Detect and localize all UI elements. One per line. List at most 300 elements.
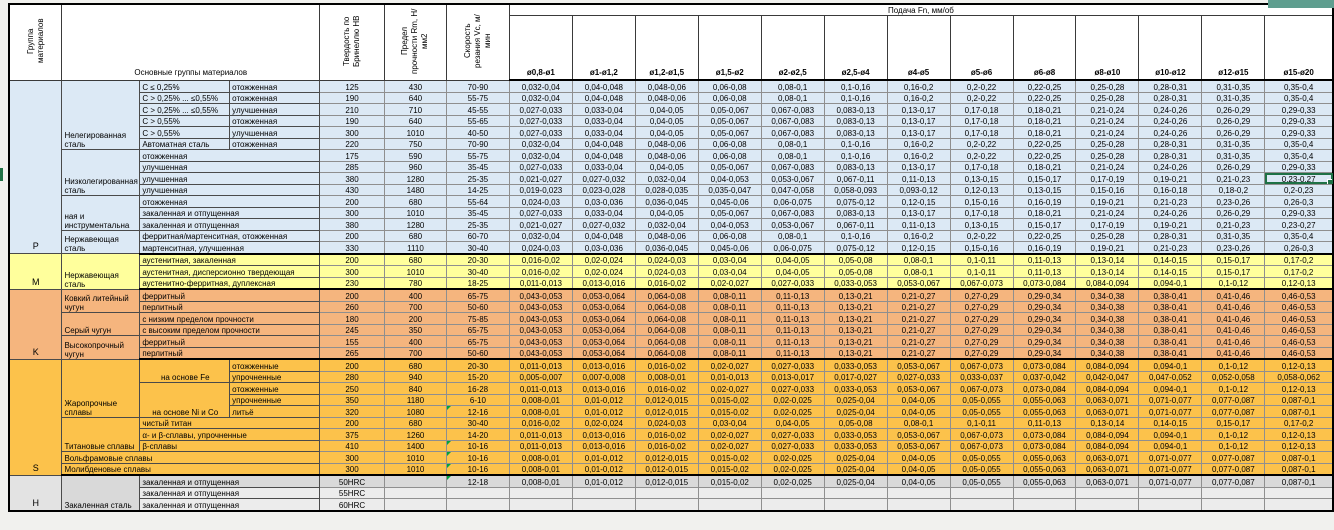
rm-cell[interactable]: 680 [384,230,446,242]
hb-cell[interactable]: 200 [320,289,385,301]
feed-cell[interactable]: 0,17-0,2 [1265,417,1333,429]
material-cell[interactable]: закаленная и отпущенная [140,499,320,511]
hb-cell[interactable]: 410 [320,440,385,452]
material-cell[interactable]: Вольфрамовые сплавы [62,452,320,464]
feed-cell[interactable]: 0,064-0,08 [635,336,698,348]
feed-cell[interactable]: 0,06-0,075 [761,242,824,254]
feed-cell[interactable] [950,487,1013,499]
vc-cell[interactable]: 55-75 [446,92,509,104]
feed-cell[interactable]: 0,094-0,1 [1139,383,1202,395]
hb-cell[interactable]: 125 [320,80,385,92]
rm-cell[interactable]: 680 [384,196,446,208]
feed-cell[interactable]: 0,03-0,036 [572,242,635,254]
feed-cell[interactable]: 0,055-0,063 [1013,452,1076,464]
feed-cell[interactable]: 0,21-0,24 [1076,104,1139,116]
feed-cell[interactable]: 0,31-0,35 [1202,138,1265,150]
rm-cell[interactable]: 1010 [384,463,446,475]
feed-cell[interactable] [1139,487,1202,499]
feed-cell[interactable]: 0,008-0,01 [509,394,572,406]
feed-cell[interactable]: 0,05-0,055 [950,463,1013,475]
feed-cell[interactable]: 0,053-0,067 [761,219,824,231]
vc-cell[interactable]: 20-30 [446,359,509,371]
feed-cell[interactable]: 0,027-0,033 [761,359,824,371]
vc-cell[interactable]: 10-16 [446,463,509,475]
vc-cell[interactable]: 35-45 [446,207,509,219]
feed-cell[interactable]: 0,094-0,1 [1139,277,1202,289]
group-label-cell[interactable]: H [9,475,62,511]
material-cell[interactable]: ферритный [140,336,320,348]
feed-cell[interactable]: 0,08-0,1 [761,80,824,92]
hb-cell[interactable]: 300 [320,127,385,139]
feed-cell[interactable] [1265,499,1333,511]
feed-cell[interactable]: 0,04-0,05 [635,127,698,139]
feed-cell[interactable]: 0,063-0,071 [1076,394,1139,406]
feed-cell[interactable]: 0,46-0,53 [1265,289,1333,301]
feed-cell[interactable]: 0,053-0,067 [887,383,950,395]
feed-cell[interactable]: 0,027-0,033 [887,371,950,383]
feed-cell[interactable]: 0,011-0,013 [509,440,572,452]
feed-cell[interactable] [572,499,635,511]
feed-cell[interactable] [950,499,1013,511]
feed-cell[interactable]: 0,053-0,064 [572,347,635,359]
vc-cell[interactable]: 16-28 [446,383,509,395]
feed-cell[interactable]: 0,053-0,067 [761,173,824,185]
feed-cell[interactable]: 0,02-0,025 [761,394,824,406]
rm-cell[interactable]: 1280 [384,219,446,231]
hb-cell[interactable]: 285 [320,161,385,173]
material-cell[interactable]: аустенитная, дисперсионно твердеющая [140,266,320,278]
feed-cell[interactable]: 0,005-0,007 [509,371,572,383]
feed-cell[interactable]: 0,04-0,048 [572,150,635,162]
feed-cell[interactable]: 0,015-0,02 [698,452,761,464]
hb-cell[interactable]: 230 [320,277,385,289]
feed-cell[interactable]: 0,02-0,027 [698,429,761,441]
feed-cell[interactable]: 0,02-0,025 [761,475,824,487]
material-cell[interactable]: отожженная [230,138,320,150]
feed-cell[interactable] [887,487,950,499]
feed-cell[interactable]: 0,38-0,41 [1139,336,1202,348]
feed-cell[interactable]: 0,13-0,14 [1076,417,1139,429]
feed-cell[interactable]: 0,055-0,063 [1013,406,1076,418]
feed-cell[interactable]: 0,08-0,1 [887,266,950,278]
rm-cell[interactable]: 1010 [384,127,446,139]
feed-cell[interactable]: 0,087-0,1 [1265,463,1333,475]
feed-cell[interactable]: 0,13-0,21 [824,347,887,359]
feed-cell[interactable]: 0,11-0,13 [887,173,950,185]
hb-cell[interactable]: 175 [320,150,385,162]
feed-cell[interactable]: 0,2-0,23 [1265,184,1333,196]
vc-cell[interactable]: 55-65 [446,115,509,127]
feed-cell[interactable]: 0,34-0,38 [1076,347,1139,359]
feed-cell[interactable]: 0,033-0,053 [824,277,887,289]
feed-cell[interactable]: 0,027-0,032 [572,173,635,185]
material-cell[interactable]: на основе Ni и Co [140,383,230,418]
feed-cell[interactable]: 0,027-0,033 [509,207,572,219]
feed-cell[interactable]: 0,15-0,16 [1076,184,1139,196]
feed-cell[interactable]: 0,04-0,05 [635,161,698,173]
hb-cell[interactable]: 265 [320,347,385,359]
feed-cell[interactable]: 0,073-0,084 [1013,383,1076,395]
rm-cell[interactable]: 680 [384,417,446,429]
rm-cell[interactable]: 400 [384,336,446,348]
feed-cell[interactable]: 0,35-0,4 [1265,230,1333,242]
feed-cell[interactable]: 0,084-0,094 [1076,429,1139,441]
feed-cell[interactable]: 0,071-0,077 [1139,406,1202,418]
feed-cell[interactable]: 0,29-0,33 [1265,115,1333,127]
feed-cell[interactable]: 0,24-0,26 [1139,207,1202,219]
feed-cell[interactable]: 0,077-0,087 [1202,406,1265,418]
feed-cell[interactable]: 0,094-0,1 [1139,429,1202,441]
feed-cell[interactable]: 0,033-0,053 [824,440,887,452]
material-cell[interactable]: улучшенная [140,184,320,196]
feed-cell[interactable]: 0,013-0,016 [572,383,635,395]
feed-cell[interactable]: 0,12-0,13 [950,184,1013,196]
feed-cell[interactable]: 0,094-0,1 [1139,440,1202,452]
feed-cell[interactable]: 0,15-0,17 [1202,417,1265,429]
feed-cell[interactable]: 0,083-0,13 [824,127,887,139]
feed-cell[interactable]: 0,055-0,063 [1013,475,1076,487]
feed-cell[interactable]: 0,15-0,17 [1013,173,1076,185]
feed-cell[interactable]: 0,13-0,15 [1013,184,1076,196]
feed-cell[interactable]: 0,29-0,34 [1013,289,1076,301]
feed-col-header[interactable]: ø12-ø15 [1202,16,1265,81]
feed-cell[interactable]: 0,048-0,06 [635,230,698,242]
feed-cell[interactable]: 0,12-0,13 [1265,440,1333,452]
feed-cell[interactable]: 0,016-0,02 [509,254,572,266]
feed-cell[interactable]: 0,17-0,19 [1076,219,1139,231]
feed-col-header[interactable]: ø0,8-ø1 [509,16,572,81]
feed-cell[interactable]: 0,05-0,055 [950,475,1013,487]
feed-cell[interactable]: 0,08-0,11 [698,313,761,325]
material-cell[interactable]: перлитный [140,347,320,359]
feed-cell[interactable]: 0,11-0,13 [761,347,824,359]
vc-cell[interactable]: 30-40 [446,417,509,429]
material-cell[interactable]: аустенитная, закаленная [140,254,320,266]
material-cell[interactable]: Закаленная сталь [62,475,140,511]
material-cell[interactable]: C > 0,55% [140,115,230,127]
feed-cell[interactable]: 0,032-0,04 [509,138,572,150]
feed-cell[interactable]: 0,05-0,055 [950,406,1013,418]
feed-cell[interactable]: 0,41-0,46 [1202,324,1265,336]
feed-cell[interactable]: 0,38-0,41 [1139,301,1202,313]
feed-cell[interactable]: 0,077-0,087 [1202,452,1265,464]
feed-cell[interactable]: 0,21-0,23 [1139,242,1202,254]
feed-cell[interactable]: 0,02-0,024 [572,266,635,278]
feed-cell[interactable]: 0,13-0,21 [824,336,887,348]
feed-cell[interactable]: 0,067-0,083 [761,207,824,219]
header-material-group[interactable] [9,4,62,80]
feed-cell[interactable]: 0,12-0,13 [1265,429,1333,441]
feed-cell[interactable]: 0,2-0,22 [950,80,1013,92]
feed-cell[interactable]: 0,08-0,11 [698,336,761,348]
feed-cell[interactable]: 0,13-0,14 [1076,266,1139,278]
feed-cell[interactable]: 0,27-0,29 [950,324,1013,336]
feed-cell[interactable]: 0,053-0,064 [572,289,635,301]
feed-cell[interactable]: 0,043-0,053 [509,336,572,348]
feed-cell[interactable]: 0,06-0,08 [698,80,761,92]
feed-cell[interactable]: 0,11-0,13 [1013,254,1076,266]
fill-handle[interactable] [1327,179,1333,185]
feed-cell[interactable]: 0,19-0,21 [1076,196,1139,208]
feed-cell[interactable]: 0,02-0,025 [761,463,824,475]
feed-cell[interactable]: 0,21-0,24 [1076,127,1139,139]
feed-cell[interactable]: 0,053-0,064 [572,336,635,348]
material-cell[interactable]: на основе Fe [140,359,230,383]
material-cell[interactable]: улучшенная [230,104,320,116]
feed-cell[interactable]: 0,011-0,013 [509,429,572,441]
feed-cell[interactable]: 0,063-0,071 [1076,463,1139,475]
feed-cell[interactable]: 0,1-0,16 [824,150,887,162]
feed-cell[interactable]: 0,14-0,15 [1139,266,1202,278]
material-cell[interactable]: ферритная/мартенситная, отожженная [140,230,320,242]
selected-cell[interactable]: 0,23-0,27 [1265,173,1333,185]
header-strength[interactable] [384,4,446,80]
feed-cell[interactable]: 0,008-0,01 [635,371,698,383]
rm-cell[interactable]: 350 [384,324,446,336]
feed-cell[interactable]: 0,16-0,2 [887,230,950,242]
feed-cell[interactable]: 0,077-0,087 [1202,463,1265,475]
feed-cell[interactable]: 0,23-0,26 [1202,242,1265,254]
feed-cell[interactable]: 0,053-0,064 [572,301,635,313]
material-cell[interactable]: упрочненные [230,371,320,383]
feed-cell[interactable]: 0,08-0,1 [887,417,950,429]
feed-cell[interactable]: 0,008-0,01 [509,452,572,464]
feed-cell[interactable]: 0,12-0,13 [1265,277,1333,289]
material-cell[interactable]: отожженная [230,115,320,127]
feed-col-header[interactable]: ø8-ø10 [1076,16,1139,81]
feed-cell[interactable]: 0,023-0,028 [572,184,635,196]
feed-cell[interactable]: 0,02-0,025 [761,452,824,464]
feed-cell[interactable]: 0,16-0,18 [1139,184,1202,196]
feed-cell[interactable]: 0,013-0,016 [572,429,635,441]
feed-cell[interactable]: 0,055-0,063 [1013,394,1076,406]
feed-cell[interactable]: 0,05-0,067 [698,127,761,139]
feed-cell[interactable]: 0,21-0,27 [887,301,950,313]
material-cell[interactable]: улучшенная [140,161,320,173]
feed-cell[interactable] [1202,499,1265,511]
feed-cell[interactable]: 0,26-0,29 [1202,127,1265,139]
feed-cell[interactable]: 0,04-0,05 [887,463,950,475]
feed-cell[interactable]: 0,033-0,04 [572,161,635,173]
header-feed-title[interactable]: Подача Fn, мм/об [509,4,1333,16]
vc-cell[interactable]: 10-16 [446,440,509,452]
feed-cell[interactable]: 0,033-0,037 [950,371,1013,383]
rm-cell[interactable]: 640 [384,92,446,104]
feed-cell[interactable]: 0,08-0,11 [698,301,761,313]
feed-cell[interactable]: 0,08-0,1 [761,138,824,150]
feed-cell[interactable]: 0,16-0,2 [887,138,950,150]
header-main-groups[interactable]: Основные группы материалов [62,4,320,80]
feed-cell[interactable]: 0,01-0,012 [572,394,635,406]
feed-cell[interactable]: 0,05-0,055 [950,394,1013,406]
feed-cell[interactable]: 0,18-0,21 [1013,104,1076,116]
rm-cell[interactable]: 750 [384,138,446,150]
material-cell[interactable]: закаленная и отпущенная [140,219,320,231]
hb-cell[interactable]: 220 [320,138,385,150]
feed-cell[interactable]: 0,16-0,19 [1013,242,1076,254]
feed-cell[interactable]: 0,08-0,11 [698,324,761,336]
vc-cell[interactable]: 65-75 [446,324,509,336]
hb-cell[interactable]: 280 [320,371,385,383]
feed-cell[interactable]: 0,073-0,084 [1013,277,1076,289]
vc-cell[interactable]: 55-64 [446,196,509,208]
header-hardness[interactable] [320,4,385,80]
material-cell[interactable]: улучшенная [140,173,320,185]
material-cell[interactable]: Жаропрочные сплавы [62,359,140,417]
feed-cell[interactable]: 0,1-0,11 [950,254,1013,266]
feed-cell[interactable]: 0,016-0,02 [635,277,698,289]
feed-cell[interactable]: 0,18-0,21 [1013,161,1076,173]
material-cell[interactable]: отожженная [230,80,320,92]
rm-cell[interactable] [384,499,446,511]
feed-cell[interactable]: 0,31-0,35 [1202,92,1265,104]
feed-cell[interactable]: 0,08-0,1 [761,150,824,162]
rm-cell[interactable]: 1110 [384,242,446,254]
feed-cell[interactable]: 0,15-0,16 [950,242,1013,254]
feed-cell[interactable]: 0,18-0,21 [1013,127,1076,139]
feed-cell[interactable]: 0,021-0,027 [509,173,572,185]
hb-cell[interactable]: 300 [320,207,385,219]
hb-cell[interactable]: 430 [320,184,385,196]
feed-cell[interactable]: 0,063-0,071 [1076,406,1139,418]
feed-cell[interactable]: 0,071-0,077 [1139,463,1202,475]
feed-cell[interactable]: 0,021-0,027 [509,219,572,231]
feed-cell[interactable]: 0,15-0,16 [950,196,1013,208]
feed-cell[interactable]: 0,04-0,048 [572,230,635,242]
rm-cell[interactable]: 840 [384,383,446,395]
material-cell[interactable]: чистый титан [140,417,320,429]
feed-cell[interactable]: 0,04-0,05 [761,417,824,429]
feed-cell[interactable]: 0,073-0,084 [1013,440,1076,452]
feed-cell[interactable]: 0,015-0,02 [698,394,761,406]
vc-cell[interactable] [446,499,509,511]
feed-cell[interactable]: 0,1-0,16 [824,230,887,242]
rm-cell[interactable]: 1180 [384,394,446,406]
feed-cell[interactable]: 0,11-0,13 [761,301,824,313]
feed-cell[interactable]: 0,46-0,53 [1265,313,1333,325]
material-cell[interactable]: закаленная и отпущенная [140,487,320,499]
feed-cell[interactable]: 0,03-0,036 [572,196,635,208]
feed-cell[interactable]: 0,08-0,11 [698,347,761,359]
feed-cell[interactable]: 0,11-0,13 [887,219,950,231]
feed-cell[interactable]: 0,04-0,05 [887,475,950,487]
feed-cell[interactable]: 0,05-0,08 [824,254,887,266]
feed-cell[interactable]: 0,024-0,03 [509,196,572,208]
feed-cell[interactable]: 0,28-0,31 [1139,230,1202,242]
feed-cell[interactable]: 0,025-0,04 [824,475,887,487]
feed-cell[interactable]: 0,02-0,027 [698,383,761,395]
feed-cell[interactable]: 0,063-0,071 [1076,452,1139,464]
feed-cell[interactable]: 0,016-0,02 [635,429,698,441]
hb-cell[interactable]: 200 [320,417,385,429]
feed-cell[interactable]: 0,04-0,05 [887,406,950,418]
feed-cell[interactable]: 0,13-0,14 [1076,254,1139,266]
feed-cell[interactable]: 0,35-0,4 [1265,150,1333,162]
feed-cell[interactable]: 0,17-0,2 [1265,254,1333,266]
feed-cell[interactable]: 0,036-0,045 [635,242,698,254]
feed-cell[interactable]: 0,17-0,18 [950,104,1013,116]
vc-cell[interactable]: 75-85 [446,313,509,325]
hb-cell[interactable]: 260 [320,301,385,313]
feed-cell[interactable]: 0,1-0,12 [1202,277,1265,289]
feed-cell[interactable]: 0,25-0,28 [1076,80,1139,92]
feed-cell[interactable]: 0,26-0,29 [1202,104,1265,116]
rm-cell[interactable]: 1280 [384,173,446,185]
feed-col-header[interactable]: ø1-ø1,2 [572,16,635,81]
header-speed[interactable] [446,4,509,80]
material-cell[interactable]: с низким пределом прочности [140,313,320,325]
feed-cell[interactable] [635,487,698,499]
feed-cell[interactable]: 0,013-0,016 [572,359,635,371]
feed-cell[interactable] [761,499,824,511]
feed-cell[interactable]: 0,31-0,35 [1202,230,1265,242]
feed-cell[interactable]: 0,1-0,12 [1202,383,1265,395]
feed-cell[interactable]: 0,25-0,28 [1076,92,1139,104]
feed-cell[interactable]: 0,027-0,033 [509,115,572,127]
hb-cell[interactable]: 330 [320,242,385,254]
material-cell[interactable]: Автоматная сталь [140,138,230,150]
rm-cell[interactable]: 700 [384,347,446,359]
feed-cell[interactable]: 0,13-0,21 [824,324,887,336]
material-cell[interactable]: Серый чугун [62,313,140,336]
feed-cell[interactable]: 0,12-0,13 [1265,359,1333,371]
feed-cell[interactable]: 0,22-0,25 [1013,138,1076,150]
feed-cell[interactable]: 0,21-0,27 [887,347,950,359]
feed-cell[interactable]: 0,02-0,027 [698,440,761,452]
feed-cell[interactable]: 0,21-0,23 [1202,173,1265,185]
feed-cell[interactable]: 0,1-0,12 [1202,440,1265,452]
feed-cell[interactable]: 0,22-0,25 [1013,92,1076,104]
feed-cell[interactable]: 0,04-0,05 [635,115,698,127]
feed-cell[interactable]: 0,03-0,04 [698,266,761,278]
feed-cell[interactable]: 0,012-0,015 [635,452,698,464]
feed-cell[interactable] [761,487,824,499]
feed-cell[interactable]: 0,027-0,032 [572,219,635,231]
feed-cell[interactable]: 0,016-0,02 [635,359,698,371]
material-cell[interactable]: C > 0,55% [140,127,230,139]
rm-cell[interactable] [384,487,446,499]
feed-cell[interactable]: 0,012-0,015 [635,475,698,487]
feed-cell[interactable]: 0,13-0,15 [950,173,1013,185]
feed-cell[interactable]: 0,01-0,012 [572,406,635,418]
feed-cell[interactable]: 0,26-0,29 [1202,207,1265,219]
feed-cell[interactable]: 0,075-0,12 [824,196,887,208]
material-cell[interactable]: β-сплавы [140,440,320,452]
feed-cell[interactable]: 0,087-0,1 [1265,475,1333,487]
group-label-cell[interactable]: S [9,359,62,475]
feed-cell[interactable]: 0,29-0,34 [1013,301,1076,313]
feed-cell[interactable]: 0,08-0,1 [887,254,950,266]
vc-cell[interactable]: 30-40 [446,242,509,254]
feed-cell[interactable]: 0,13-0,17 [887,115,950,127]
feed-cell[interactable]: 0,053-0,067 [887,440,950,452]
feed-cell[interactable]: 0,06-0,08 [698,138,761,150]
rm-cell[interactable]: 430 [384,80,446,92]
feed-cell[interactable]: 0,064-0,08 [635,347,698,359]
feed-cell[interactable]: 0,16-0,2 [887,150,950,162]
rm-cell[interactable]: 1010 [384,207,446,219]
feed-cell[interactable]: 0,41-0,46 [1202,336,1265,348]
feed-cell[interactable]: 0,21-0,23 [1139,196,1202,208]
feed-cell[interactable]: 0,03-0,04 [698,254,761,266]
feed-cell[interactable]: 0,053-0,064 [572,313,635,325]
feed-cell[interactable]: 0,31-0,35 [1202,150,1265,162]
material-cell[interactable]: Низколегированная сталь [62,150,140,196]
vc-cell[interactable] [446,487,509,499]
feed-cell[interactable] [1139,499,1202,511]
hb-cell[interactable]: 200 [320,254,385,266]
feed-cell[interactable]: 0,024-0,03 [635,417,698,429]
